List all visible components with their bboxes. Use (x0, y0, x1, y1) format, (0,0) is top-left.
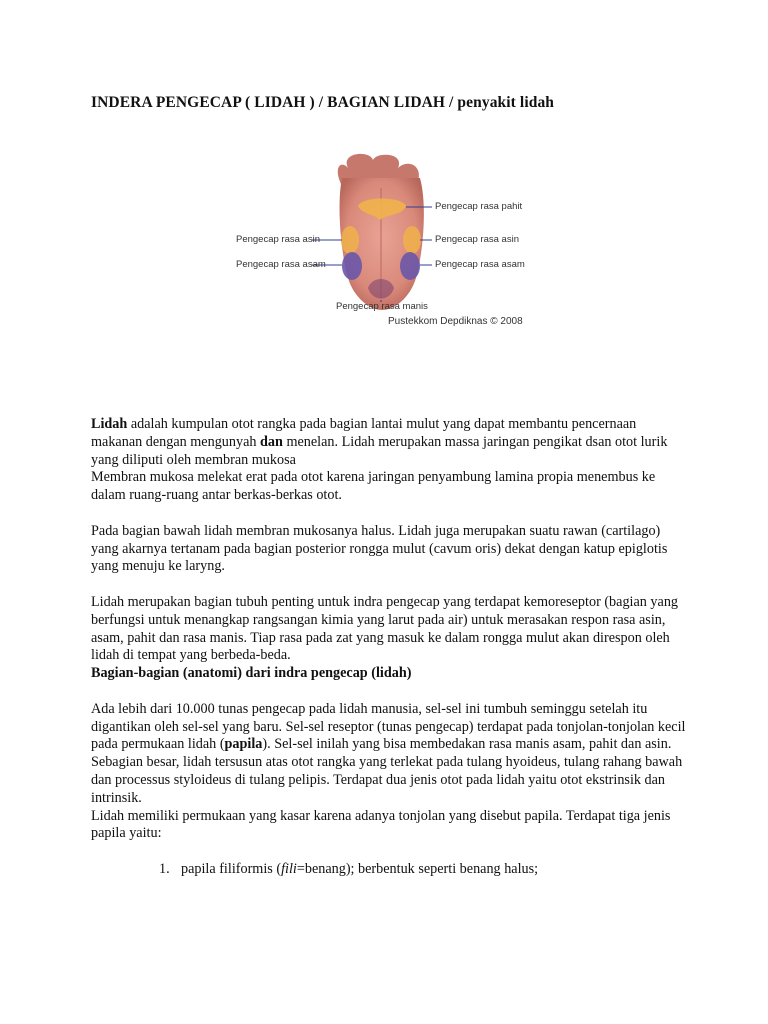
list-number: 1. (159, 860, 170, 877)
label-asam-left: Pengecap rasa asam (236, 259, 326, 270)
p5-text-b: ). Sel-sel inilah yang bisa membedakan rasa manis asam, pahit dan asin. (262, 736, 672, 753)
list-text-a: papila filiformis ( (181, 860, 282, 877)
list-item (91, 861, 691, 879)
label-asam-right: Pengecap rasa asam (435, 259, 525, 270)
papila-list (91, 861, 691, 879)
document-title: INDERA PENGECAP ( LIDAH ) / BAGIAN LIDAH / penyakit lidah (91, 94, 555, 111)
paragraph-1 (91, 416, 691, 469)
paragraph-4: Lidah merupakan bagian tubuh penting untuk indra pengecap yang terdapat kemoreseptor (bagian yang berfungsi untuk menangkap rangsangan kimia yang larut pada air) untuk merasakan respon rasa asin, asam, pahit dan rasa manis. Tiap rasa pada zat yang masuk ke dalam rongga mulut akan direspon oleh lidah di tempat yang berbeda-beda. (91, 593, 679, 664)
section-heading (91, 665, 691, 683)
bold-papila: papila (224, 736, 263, 753)
paragraph-2: Membran mukosa melekat erat pada otot karena jaringan penyambung lamina propia menembus ke dalam ruang-ruang antar berkas-berkas otot. (91, 469, 656, 504)
bold-lidah: Lidah (91, 416, 128, 432)
label-pahit: Pengecap rasa pahit (435, 201, 523, 212)
paragraph-5 (91, 701, 691, 754)
bold-dan: dan (260, 433, 283, 450)
label-asin-right: Pengecap rasa asin (435, 234, 519, 245)
tongue-figure (230, 148, 540, 333)
label-manis: Pengecap rasa manis (336, 301, 428, 312)
p1-text-b: menelan. Lidah merupakan massa jaringan pengikat dsan otot lurik yang diliputi oleh membran mukosa (91, 433, 668, 468)
list-text-b: =benang); berbentuk seperti benang halus; (296, 860, 539, 877)
sour-zone-right (400, 252, 420, 280)
label-asin-left: Pengecap rasa asin (236, 234, 320, 245)
figure-credit: Pustekkom Depdiknas © 2008 (388, 316, 523, 327)
paragraph-6: Sebagian besar, lidah tersusun atas otot rangka yang terlekat pada tulang hyoideus, tulang rahang bawah dan processus styloideus di tulang pelipis. Terdapat dua jenis otot pada lidah yaitu otot ekstrinsik dan intrinsik. (91, 754, 683, 806)
section-heading-text: Bagian-bagian (anatomi) dari indra pengecap (lidah) (91, 665, 412, 682)
salty-zone-right (403, 226, 421, 254)
p1-text-a: adalah kumpulan otot rangka pada bagian lantai mulut yang dapat membantu pencernaan makanan dengan mengunyah (91, 416, 637, 450)
paragraph-7: Lidah memiliki permukaan yang kasar karena adanya tonjolan yang disebut papila. Terdapat tiga jenis papila yaitu: (91, 807, 671, 842)
document-body (91, 416, 691, 879)
p5-text-a: Ada lebih dari 10.000 tunas pengecap pada lidah manusia, sel-sel ini tumbuh seminggu setelah itu digantikan oleh sel-sel yang baru. Sel-sel reseptor (tunas pengecap) terdapat pada tonjolan-tonjolan kecil pada permukaan lidah ( (91, 700, 686, 753)
paragraph-3: Pada bagian bawah lidah membran mukosanya halus. Lidah juga merupakan suatu rawan (cartilago) yang akarnya tertanam pada bagian posterior rongga mulut (cavum oris) dekat dengan katup epiglotis yang menuju ke laryng. (91, 522, 668, 575)
sour-zone-left (342, 252, 362, 280)
salty-zone-left (341, 226, 359, 254)
list-italic: fili (281, 860, 297, 877)
